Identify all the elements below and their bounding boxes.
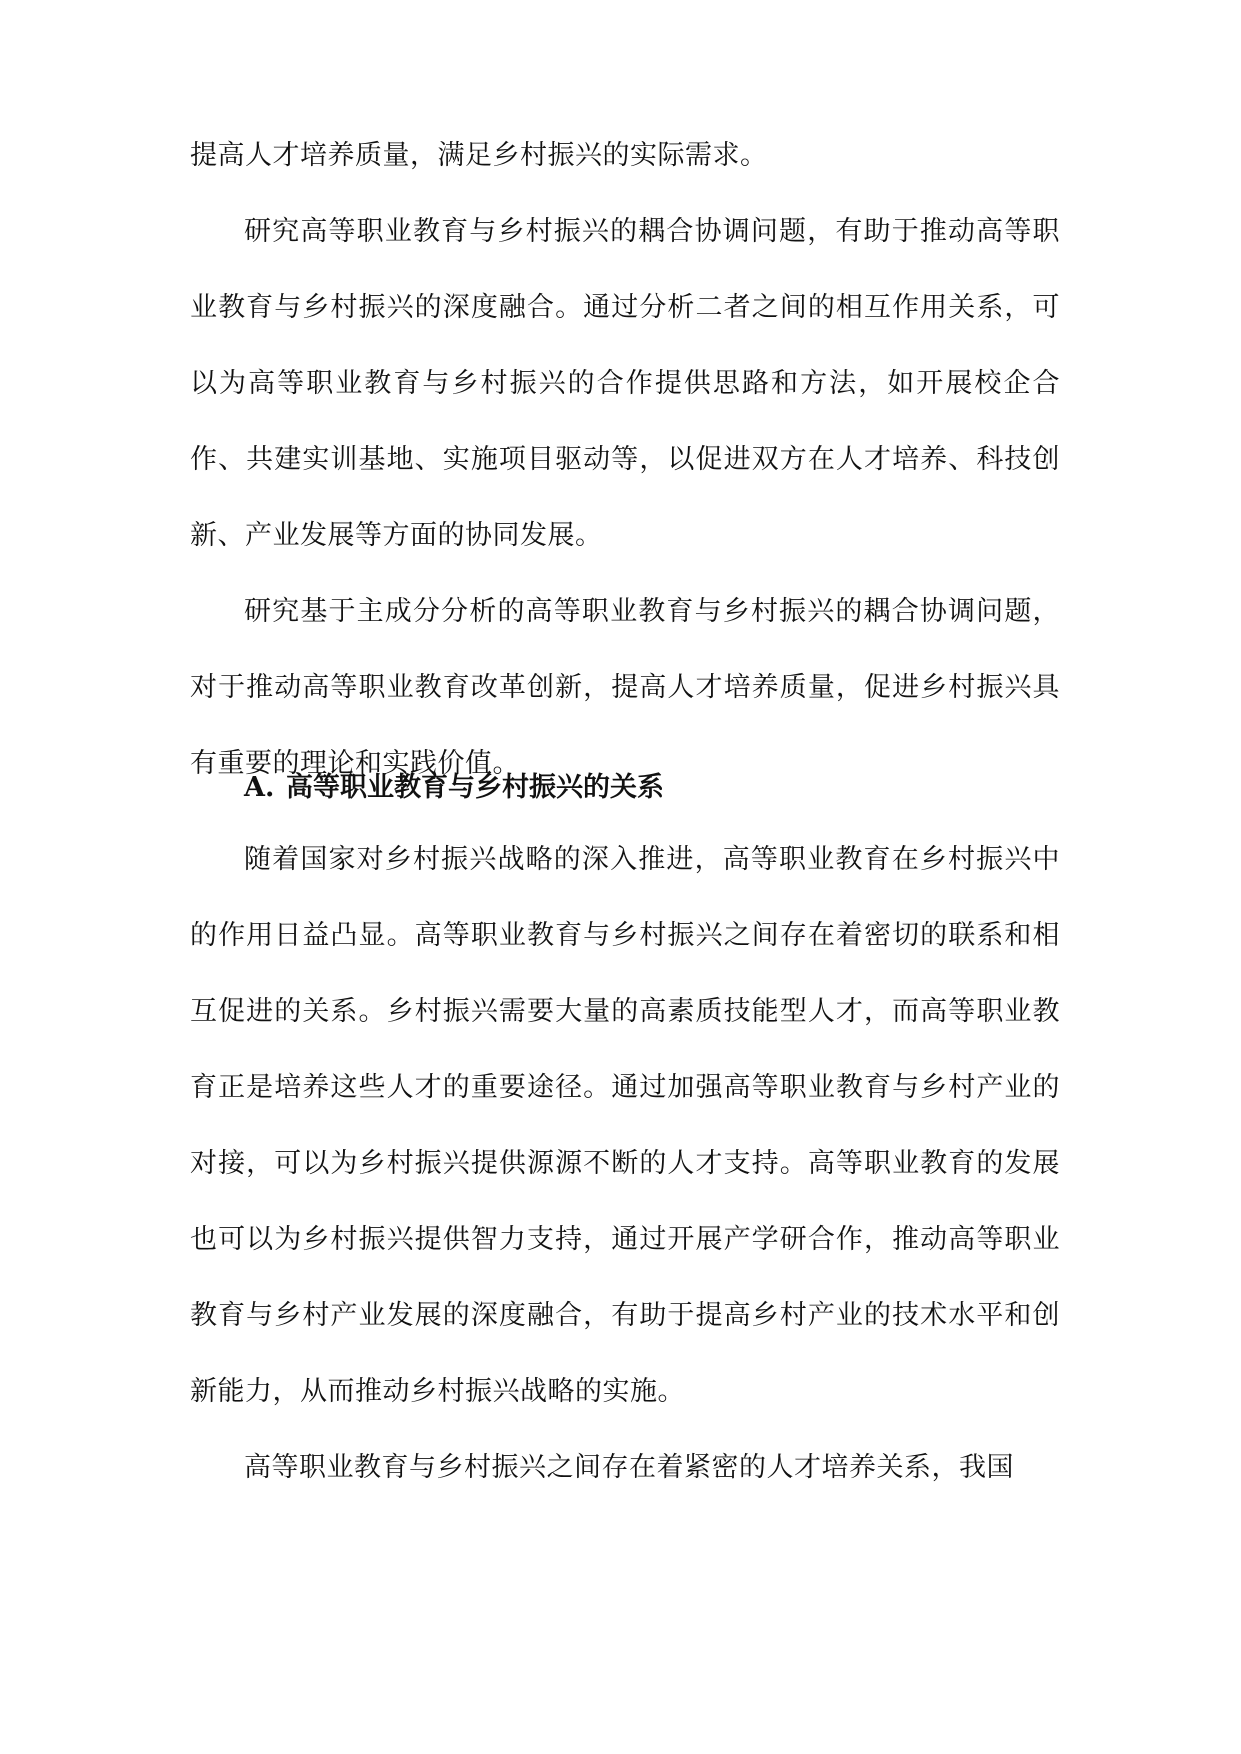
paragraph: 研究高等职业教育与乡村振兴的耦合协调问题，有助于推动高等职业教育与乡村振兴的深度融合。通过分析二者之间的相互作用关系，可以为高等职业教育与乡村振兴的合作提供思路和方法，如开展校企合作、共建实训基地、实施项目驱动等，以促进双方在人才培养、科技创新、产业发展等方面的协同发展。: [190, 216, 1060, 551]
paragraph-group-top: [190, 118, 1060, 802]
section-heading-number: A.: [244, 772, 275, 803]
section-heading-title: 高等职业教育与乡村振兴的关系: [286, 772, 664, 803]
paragraph: 随着国家对乡村振兴战略的深入推进，高等职业教育在乡村振兴中的作用日益凸显。高等职业教育与乡村振兴之间存在着密切的联系和相互促进的关系。乡村振兴需要大量的高素质技能型人才，而高等职业教育正是培养这些人才的重要途径。通过加强高等职业教育与乡村产业的对接，可以为乡村振兴提供源源不断的人才支持。高等职业教育的发展也可以为乡村振兴提供智力支持，通过开展产学研合作，推动高等职业教育与乡村产业发展的深度融合，有助于提高乡村产业的技术水平和创新能力，从而推动乡村振兴战略的实施。: [190, 844, 1060, 1407]
section-heading: [244, 768, 664, 808]
paragraph: 高等职业教育与乡村振兴之间存在着紧密的人才培养关系，我国: [244, 1452, 1014, 1483]
paragraph-continuation: 提高人才培养质量，满足乡村振兴的实际需求。: [190, 140, 768, 171]
paragraph: 研究基于主成分分析的高等职业教育与乡村振兴的耦合协调问题，对于推动高等职业教育改革创新，提高人才培养质量，促进乡村振兴具有重要的理论和实践价值。: [190, 596, 1060, 779]
paragraph-group-section: [190, 822, 1060, 1506]
